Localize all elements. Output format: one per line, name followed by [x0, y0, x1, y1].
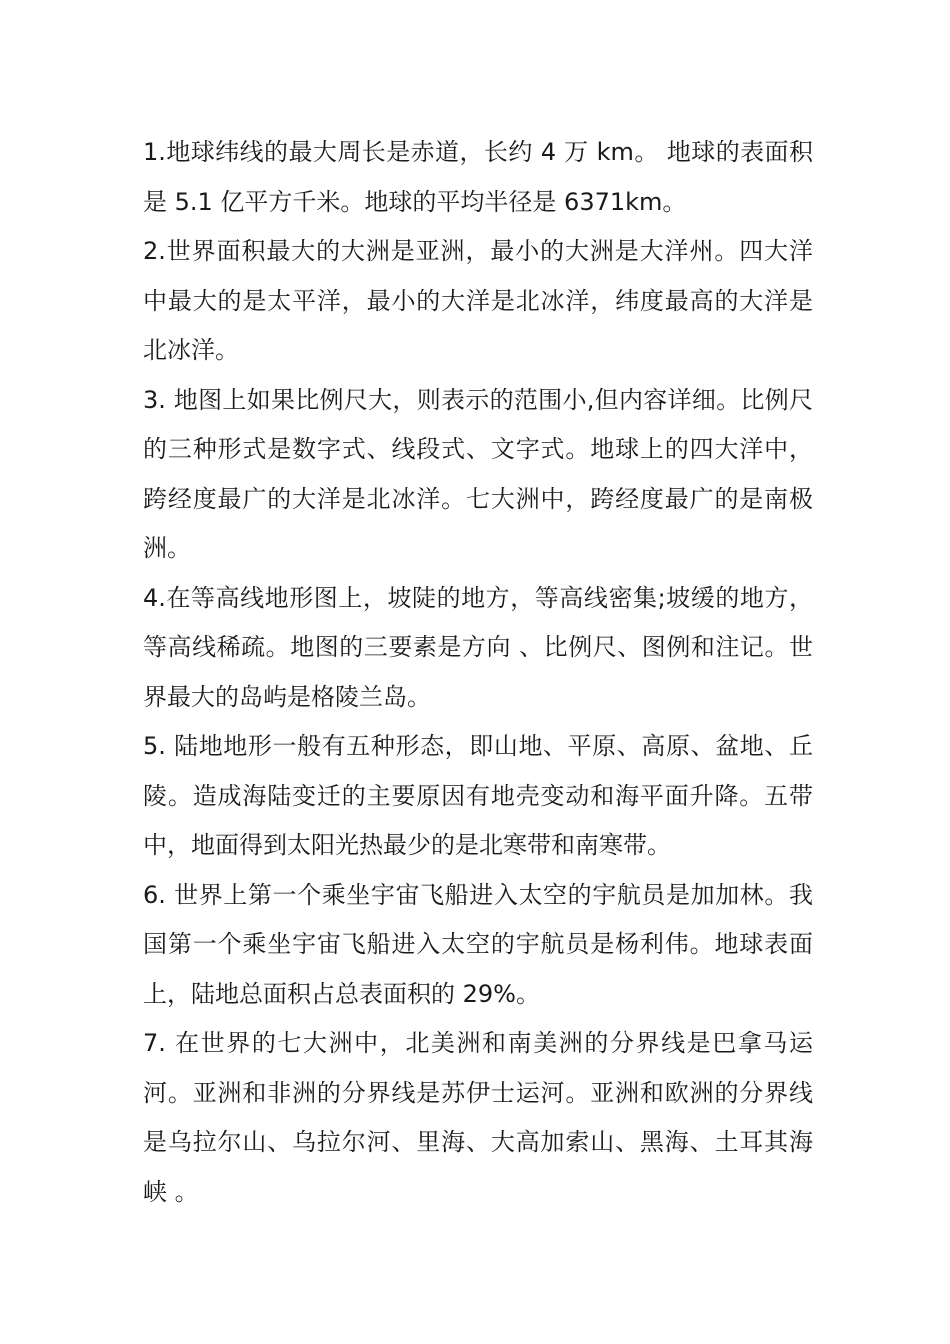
paragraph-5: 5. 陆地地形一般有五种形态，即山地、平原、高原、盆地、丘陵。造成海陆变迁的主要原因有地壳变动和海平面升降。五带中，地面得到太阳光热最少的是北寒带和南寒带。 — [143, 732, 813, 859]
paragraph-3: 3. 地图上如果比例尺大，则表示的范围小,但内容详细。比例尺的三种形式是数字式、线段式、文字式。地球上的四大洋中，跨经度最广的大洋是北冰洋。七大洲中，跨经度最广的是南极洲。 — [143, 385, 813, 562]
paragraph-6: 6. 世界上第一个乘坐宇宙飞船进入太空的宇航员是加加林。我国第一个乘坐宇宙飞船进入太空的宇航员是杨利伟。地球表面上，陆地总面积占总表面积的 29%。 — [143, 880, 813, 1008]
document-body — [143, 128, 813, 1217]
paragraph-1: 1.地球纬线的最大周长是赤道，长约 4 万 km。 地球的表面积是 5.1 亿平方千米。地球的平均半径是 6371km。 — [143, 138, 813, 216]
paragraph-7: 7. 在世界的七大洲中，北美洲和南美洲的分界线是巴拿马运河。亚洲和非洲的分界线是苏伊士运河。亚洲和欧洲的分界线是乌拉尔山、乌拉尔河、里海、大高加索山、黑海、土耳其海峡 。 — [143, 1029, 813, 1206]
paragraph-4: 4.在等高线地形图上，坡陡的地方，等高线密集;坡缓的地方，等高线稀疏。地图的三要素是方向 、比例尺、图例和注记。世界最大的岛屿是格陵兰岛。 — [143, 583, 813, 711]
paragraph-2: 2.世界面积最大的大洲是亚洲，最小的大洲是大洋州。四大洋中最大的是太平洋，最小的大洋是北冰洋，纬度最高的大洋是北冰洋。 — [143, 237, 813, 364]
